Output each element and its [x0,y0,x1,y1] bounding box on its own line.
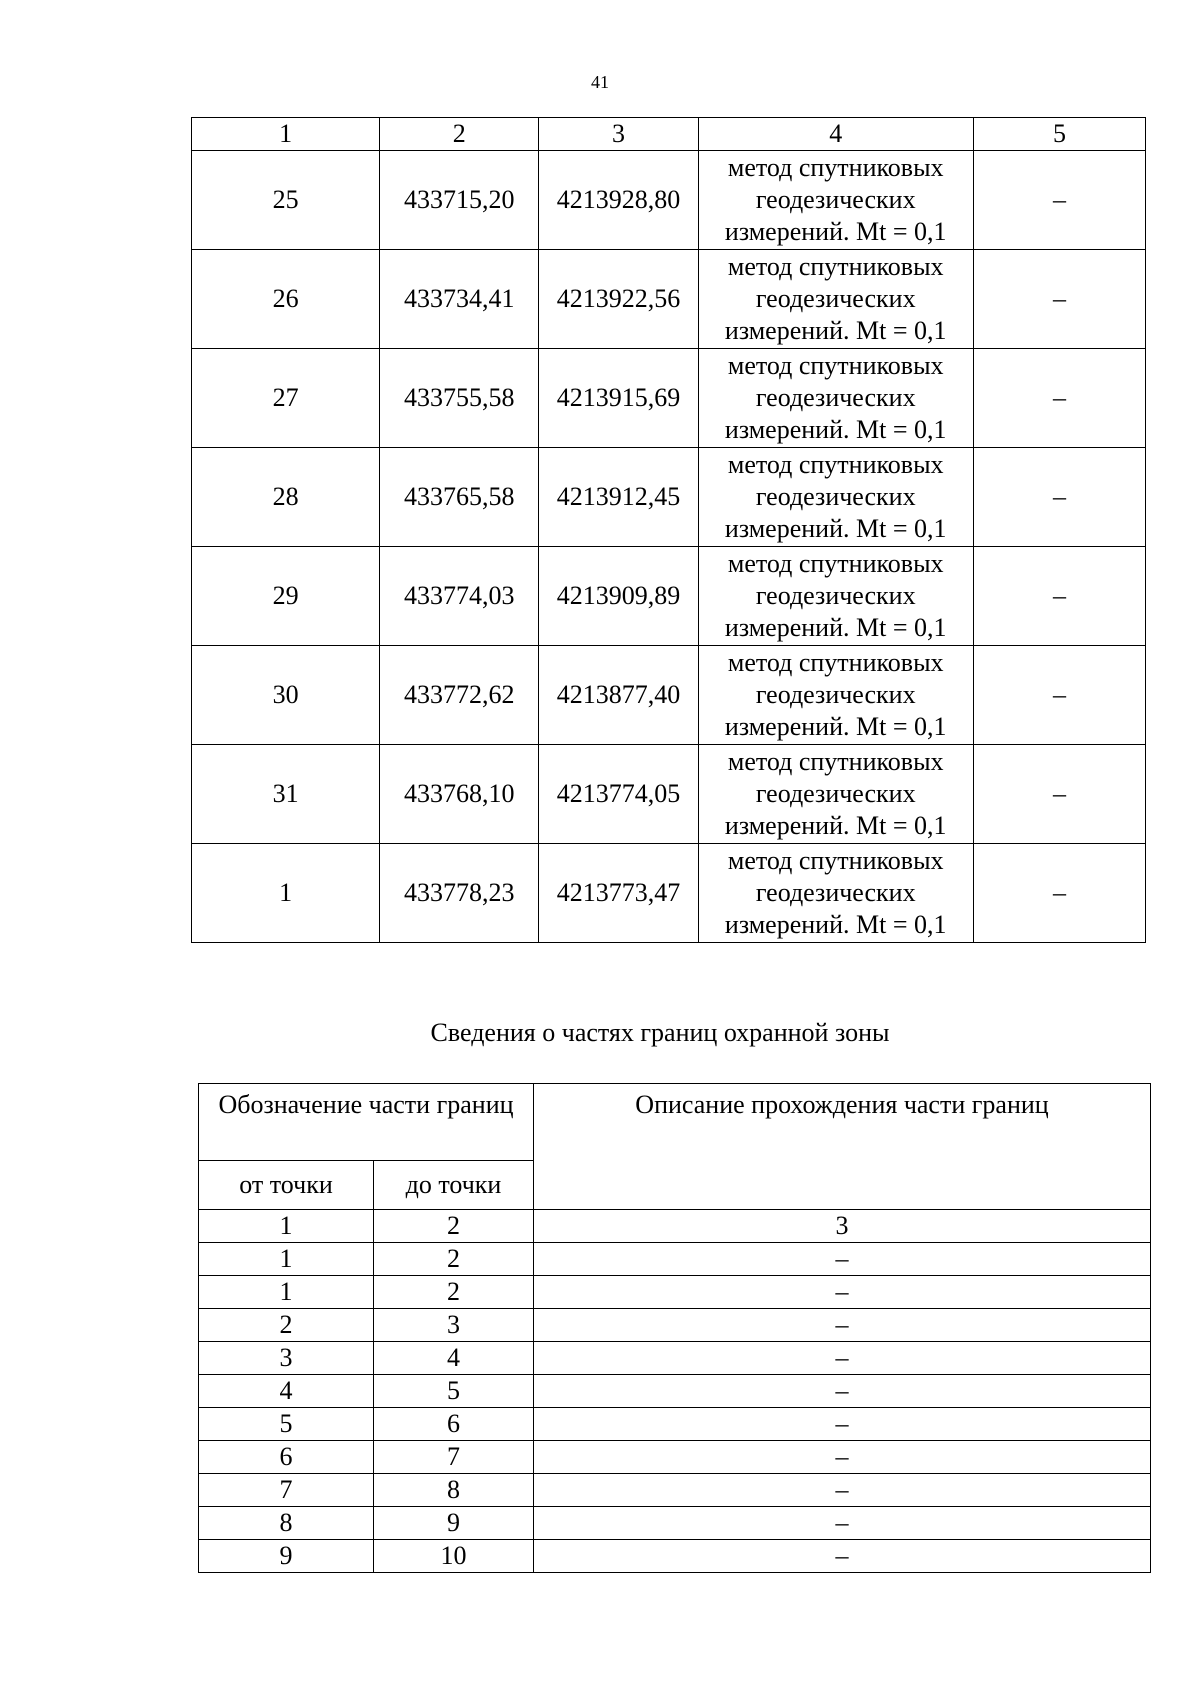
method-line: геодезических [755,680,916,709]
table-row [192,448,1146,547]
designation-header: Обозначение части границ [199,1084,534,1161]
method-line: метод спутниковых [727,450,944,479]
description-cell: – [534,1342,1151,1375]
table-row [199,1342,1151,1375]
method-line: геодезических [755,878,916,907]
to-point-cell: 4 [374,1342,534,1375]
to-point-cell: 9 [374,1507,534,1540]
point-number-cell: 27 [192,349,380,448]
page-number: 41 [591,72,609,92]
description-cell: – [534,1441,1151,1474]
table-row [199,1474,1151,1507]
y-coordinate-cell: 4213877,40 [539,646,698,745]
method-line: измерений. Mt = 0,1 [724,910,947,939]
method-line: геодезических [755,779,916,808]
note-cell: – [973,250,1145,349]
description-cell: – [534,1309,1151,1342]
method-line: измерений. Mt = 0,1 [724,316,947,345]
description-cell: – [534,1276,1151,1309]
from-point-cell: 5 [199,1408,374,1441]
y-coordinate-cell: 4213912,45 [539,448,698,547]
from-point-cell: 3 [199,1342,374,1375]
point-number-cell: 28 [192,448,380,547]
description-cell: – [534,1375,1151,1408]
from-point-cell: 4 [199,1375,374,1408]
point-number-cell: 26 [192,250,380,349]
table-row [199,1276,1151,1309]
method-line: метод спутниковых [727,549,944,578]
y-coordinate-cell: 4213922,56 [539,250,698,349]
note-cell: – [973,151,1145,250]
table-row [199,1441,1151,1474]
method-line: измерений. Mt = 0,1 [724,217,947,246]
method-line: геодезических [755,581,916,610]
point-number-cell: 30 [192,646,380,745]
x-coordinate-cell: 433734,41 [380,250,539,349]
method-cell [698,448,973,547]
table-row [192,547,1146,646]
column-header: 5 [973,118,1145,151]
coordinates-table [191,117,1146,943]
method-cell [698,349,973,448]
boundary-parts-table [198,1083,1151,1573]
to-point-cell: 8 [374,1474,534,1507]
description-cell: – [534,1408,1151,1441]
to-point-cell: 2 [374,1276,534,1309]
y-coordinate-cell: 4213773,47 [539,844,698,943]
table-row [199,1309,1151,1342]
to-point-header: до точки [374,1161,534,1210]
description-header: Описание прохождения части границ [534,1084,1151,1210]
point-number-cell: 31 [192,745,380,844]
method-line: метод спутниковых [727,351,944,380]
x-coordinate-cell: 433774,03 [380,547,539,646]
y-coordinate-cell: 4213909,89 [539,547,698,646]
method-line: геодезических [755,284,916,313]
method-cell [698,745,973,844]
table-row [192,745,1146,844]
from-point-cell: 6 [199,1441,374,1474]
method-cell [698,250,973,349]
point-number-cell: 29 [192,547,380,646]
table-row [192,844,1146,943]
from-point-cell: 9 [199,1540,374,1573]
to-point-cell: 3 [374,1309,534,1342]
method-line: геодезических [755,482,916,511]
method-line: геодезических [755,185,916,214]
y-coordinate-cell: 4213915,69 [539,349,698,448]
y-coordinate-cell: 4213774,05 [539,745,698,844]
table-row [192,349,1146,448]
x-coordinate-cell: 433715,20 [380,151,539,250]
boundary-parts-table-body [199,1084,1151,1573]
from-point-header: от точки [199,1161,374,1210]
from-point-cell: 1 [199,1276,374,1309]
from-point-cell: 7 [199,1474,374,1507]
table-row [199,1243,1151,1276]
to-point-cell: 10 [374,1540,534,1573]
description-cell: – [534,1474,1151,1507]
method-line: измерений. Mt = 0,1 [724,613,947,642]
column-header: 4 [698,118,973,151]
method-cell [698,646,973,745]
section-title: Сведения о частях границ охранной зоны [430,1018,890,1047]
coordinates-header-row [192,118,1146,151]
coordinates-table-body [192,118,1146,943]
method-cell [698,547,973,646]
x-coordinate-cell: 433765,58 [380,448,539,547]
method-line: метод спутниковых [727,648,944,677]
from-point-cell: 1 [199,1243,374,1276]
description-cell: – [534,1507,1151,1540]
column-header: 3 [539,118,698,151]
y-coordinate-cell: 4213928,80 [539,151,698,250]
from-point-cell: 1 [199,1210,374,1243]
parts-header-row [199,1084,1151,1161]
method-line: измерений. Mt = 0,1 [724,514,947,543]
table-row [199,1375,1151,1408]
to-point-cell: 2 [374,1243,534,1276]
method-cell [698,151,973,250]
table-row [192,646,1146,745]
table-row [192,250,1146,349]
table-row [199,1210,1151,1243]
point-number-cell: 1 [192,844,380,943]
method-line: измерений. Mt = 0,1 [724,712,947,741]
method-line: геодезических [755,383,916,412]
column-header: 1 [192,118,380,151]
table-row [199,1507,1151,1540]
table-row [199,1540,1151,1573]
point-number-cell: 25 [192,151,380,250]
table-row [199,1408,1151,1441]
x-coordinate-cell: 433768,10 [380,745,539,844]
note-cell: – [973,547,1145,646]
to-point-cell: 5 [374,1375,534,1408]
to-point-cell: 6 [374,1408,534,1441]
note-cell: – [973,844,1145,943]
method-line: измерений. Mt = 0,1 [724,811,947,840]
method-cell [698,844,973,943]
method-line: метод спутниковых [727,153,944,182]
from-point-cell: 2 [199,1309,374,1342]
table-row [192,151,1146,250]
x-coordinate-cell: 433778,23 [380,844,539,943]
method-line: метод спутниковых [727,846,944,875]
method-line: метод спутниковых [727,252,944,281]
to-point-cell: 7 [374,1441,534,1474]
method-line: метод спутниковых [727,747,944,776]
x-coordinate-cell: 433755,58 [380,349,539,448]
note-cell: – [973,646,1145,745]
description-cell: – [534,1540,1151,1573]
description-cell: 3 [534,1210,1151,1243]
x-coordinate-cell: 433772,62 [380,646,539,745]
from-point-cell: 8 [199,1507,374,1540]
note-cell: – [973,745,1145,844]
column-header: 2 [380,118,539,151]
note-cell: – [973,448,1145,547]
note-cell: – [973,349,1145,448]
to-point-cell: 2 [374,1210,534,1243]
description-cell: – [534,1243,1151,1276]
method-line: измерений. Mt = 0,1 [724,415,947,444]
